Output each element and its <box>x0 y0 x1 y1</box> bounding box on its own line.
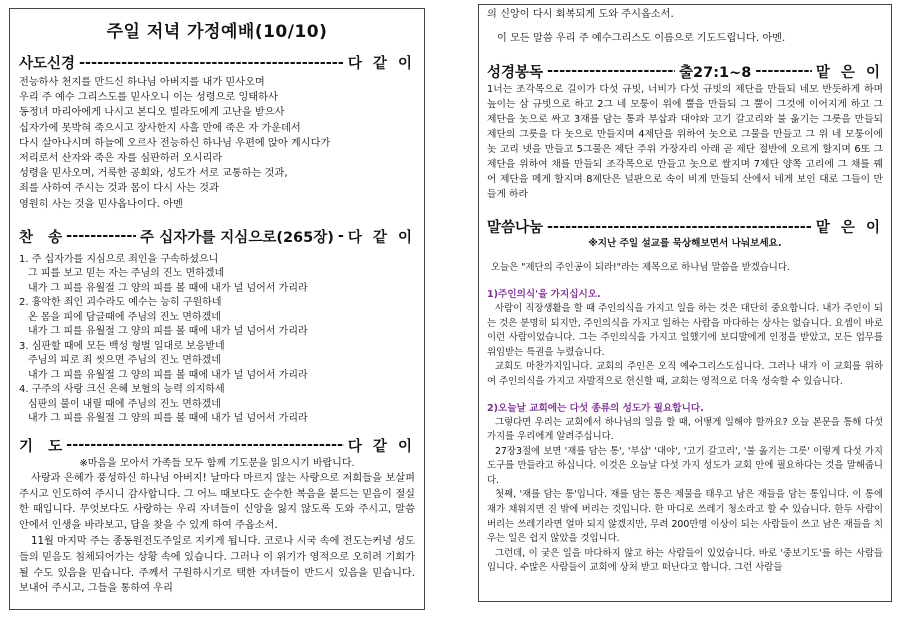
sermon-point-heading: 2)오늘날 교회에는 다섯 종류의 성도가 필요합니다. <box>487 402 704 414</box>
reading-reference: 출27:1~8 <box>679 64 752 81</box>
hymn-title: 주 십자가를 지심으로(265장) <box>140 229 334 246</box>
hymn-lyrics <box>19 253 415 427</box>
creed-who: 다 같 이 <box>347 56 415 72</box>
creed-line: 동정녀 마리아에게 나시고 본디오 빌라도에게 고난을 받으사 <box>19 107 285 119</box>
sermon-who: 맡 은 이 <box>815 220 883 237</box>
divider <box>79 55 344 71</box>
divider <box>755 63 812 79</box>
sermon-point-heading: 1)주인의식'을 가지십시오. <box>487 288 601 300</box>
divider <box>66 228 136 244</box>
creed-heading: 사도신경 <box>19 56 76 72</box>
scripture-text: 1너는 조각목으로 길이가 다섯 규빗, 너비가 다섯 규빗의 제단을 만들되 네모 반듯하게 하며 높이는 삼 규빗으로 하고 2그 네 모퉁이 위에 뿔을 만들되 그 뿔이 그것에 이어지게 하고 그 제단을 놋으로 싸고 3재를 담는 통과 부삽과 대야와 고기 갈고리와 불 옮기는 그릇을 만들되 제단의 그릇을 다 놋으로 만들지며 4제단을 위하여 놋으로 그물을 만들고 그 위 네 모퉁이에 놋 고리 넷을 만들고 5그물은 제단 주위 가장자리 아래 곧 제단 절반에 오르게 할지며 6또 그 제단을 위하여 채를 만들되 조각목으로 만들고 놋으로 쌀지며 7제단 양쪽 고리에 그 채를 꿰어 제단을 메게 할지며 8제단은 널판으로 속이 비게 만들되 산에서 네게 보인 대로 그들이 만들게 하라 <box>487 83 883 201</box>
creed-line: 우리 주 예수 그리스도를 믿사오니 이는 성령으로 잉태하사 <box>19 92 278 104</box>
page-title: 주일 저녁 가정예배(10/10) <box>106 22 328 42</box>
creed-line: 전능하사 천지를 만드신 하나님 아버지를 내가 믿사오며 <box>19 77 265 88</box>
sermon-paragraph: 교회도 마찬가지입니다. 교회의 주인은 오직 예수그리스도십니다. 그러나 내가 이 교회를 위하여 주인의식을 가지고 자발적으로 헌신할 때, 교회는 영적으로 더욱 성숙할 수 있습니다. <box>487 361 883 387</box>
prayer-header <box>19 435 415 456</box>
divider <box>547 219 812 235</box>
creed-text <box>19 75 415 212</box>
reading-who: 맡 은 이 <box>815 64 883 81</box>
divider <box>338 228 344 244</box>
hymn-line: 내가 그 피를 유월절 그 양의 피를 볼 때에 내가 널 넘어서 가리라 <box>28 326 308 338</box>
hymn-line: 내가 그 피를 유월절 그 양의 피를 볼 때에 내가 널 넘어서 가리라 <box>28 369 308 381</box>
hymn-header <box>19 226 415 247</box>
hymn-line: 2. 흉악한 죄인 괴수라도 예수는 능히 구원하네 <box>19 297 222 309</box>
reading-heading: 성경봉독 <box>487 64 544 81</box>
reading-header <box>487 61 883 82</box>
creed-line: 십자가에 못박혀 죽으시고 장사한지 사흘 만에 죽은 자 가운데서 <box>19 122 301 134</box>
prayer-paragraph: 사랑과 은혜가 풍성하신 하나님 아버지! 날마다 마르지 않는 사랑으로 저희들을 보살펴주시고 인도하여 주시니 감사합니다. 그 어느 때보다도 순수한 복음을 붙드는 믿음이 절실한 때입니다. 무엇보다도 사랑하는 우리 자녀들이 신앙을 잃지 않도록 도와 주시고, 말씀 안에서 인생을 바라보고, 답을 찾을 수 있게 하여 주옵소서. <box>19 472 415 532</box>
divider <box>66 437 344 453</box>
creed-line: 다시 살아나시며 하늘에 오르사 전능하신 하나님 우편에 앉아 계시다가 <box>19 137 331 149</box>
hymn-line: 1. 주 십자가를 지심으로 죄인을 구속하셨으니 <box>19 253 219 265</box>
hymn-line: 온 몸을 피에 담글때에 주님의 진노 면하겠네 <box>28 311 221 323</box>
hymn-line: 내가 그 피를 유월절 그 양의 피를 볼 때에 내가 널 넘어서 가리라 <box>28 282 308 294</box>
hymn-line: 4. 구주의 사랑 크신 은혜 보혈의 능력 의지하세 <box>19 384 225 396</box>
creed-line: 죄를 사하여 주시는 것과 몸이 다시 사는 것과 <box>19 183 219 195</box>
prayer-note: ※마음을 모아서 가족들 모두 함께 기도문을 읽으시기 바랍니다. <box>79 457 355 469</box>
hymn-line: 그 피를 보고 믿는 자는 주님의 진노 면하겠네 <box>28 268 225 280</box>
hymn-who: 다 같 이 <box>347 229 415 246</box>
sermon-paragraph: 그런데, 이 궂은 일을 마다하지 않고 하는 사람들이 있었습니다. 바로 '중보기도'를 하는 사람들입니다. 수많은 사람들이 교회에 상처 받고 떠난다고 합니다. 그런 사람들 <box>487 547 883 574</box>
sermon-header <box>487 216 883 237</box>
left-column <box>9 8 425 610</box>
prayer-closing: 이 모든 말씀 우리 주 예수그리스도 이름으로 기도드립니다. 아멘. <box>497 32 786 44</box>
sermon-paragraph: 27장3절에 보면 '재를 담는 통', '부삽' '대야', '고기 갈고리', '불 옮기는 그릇' 이렇게 다섯 가지 도구를 만들라고 하십니다. 이것은 오늘날 다섯 가지 성도가 교회 안에 필요하다는 것을 말해줍니다. <box>487 445 883 486</box>
prayer-continued: 의 신앙이 다시 회복되게 도와 주시옵소서. <box>487 9 674 20</box>
sermon-paragraph: 첫째, '재를 담는 통'입니다. 재를 담는 통은 제물을 태우고 남은 재들을 담는 통입니다. 이 통에 재가 채워지면 진 밖에 버리는 것입니다. 한 마디로 쓰레기 청소라고 할 수 있습니다. 한두 사람이 버리는 쓰레기라면 얼마 되지 않겠지만, 무려 200만명 이상이 되는 사람들이 쓰고 남은 재들을 치우는 일은 쉽지 않았을 것입니다. <box>487 489 883 545</box>
sermon-paragraph: 사람이 직장생활을 할 때 주인의식을 가지고 일을 하는 것은 대단히 중요합니다. 내가 주인이 되는 것은 분명히 되지만, 주인의식을 가지고 일하는 사람을 마다하는 상사는 없습니다. 요셉이 바로 이런 사람이었습니다. 그는 주인의식을 가지고 일했기에 보디발에게 인정을 받았고, 모든 업무를 위임받는 특권을 누렸습니다. <box>487 302 883 358</box>
hymn-line: 3. 심판할 때에 모든 백성 형벌 일대로 보응받네 <box>19 340 225 352</box>
hymn-line: 심판의 불이 내릴 때에 주님의 진노 면하겠네 <box>28 398 221 410</box>
creed-header <box>19 52 415 73</box>
creed-line: 영원히 사는 것을 믿사옵나이다. 아멘 <box>19 198 183 210</box>
hymn-line: 주님의 피로 죄 씻으면 주님의 진노 면하겠네 <box>28 355 221 367</box>
hymn-heading: 찬 송 <box>19 229 63 246</box>
prayer-paragraph: 11월 마지막 주는 종동원전도주일로 지키게 됩니다. 코로나 시국 속에 전도는커녕 성도들의 믿음도 침체되어가는 상황 속에 있습니다. 그러나 이 위기가 영적으로 오히려 기회가 될 수도 있음을 믿습니다. 주께서 구원하시기로 택한 자녀들이 반드시 있음을 믿습니다. 보내어 주시고, 그들을 통하여 우리 <box>19 536 415 595</box>
divider <box>547 63 675 79</box>
prayer-who: 다 같 이 <box>347 438 415 455</box>
creed-line: 저리로서 산자와 죽은 자를 심판하러 오시리라 <box>19 153 223 165</box>
hymn-line: 내가 그 피를 유월절 그 양의 피를 볼 때에 내가 널 넘어서 가리라 <box>28 413 308 425</box>
sermon-note: ※지난 주일 설교를 묵상해보면서 나눠보세요. <box>588 238 782 250</box>
sermon-heading: 말씀나눔 <box>487 220 544 237</box>
sermon-intro: 오늘은 "제단의 주인공이 되라!"라는 제목으로 하나님 말씀을 받겠습니다. <box>491 262 790 274</box>
prayer-heading: 기 도 <box>19 438 63 455</box>
right-column <box>478 4 892 602</box>
creed-line: 성령을 믿사오며, 거룩한 공회와, 성도가 서로 교통하는 것과, <box>19 168 288 180</box>
sermon-paragraph: 그렇다면 우리는 교회에서 하나님의 일을 할 때, 어떻게 일해야 할까요? 오늘 본문을 통해 다섯 가지를 우리에게 알려주십니다. <box>487 416 883 443</box>
